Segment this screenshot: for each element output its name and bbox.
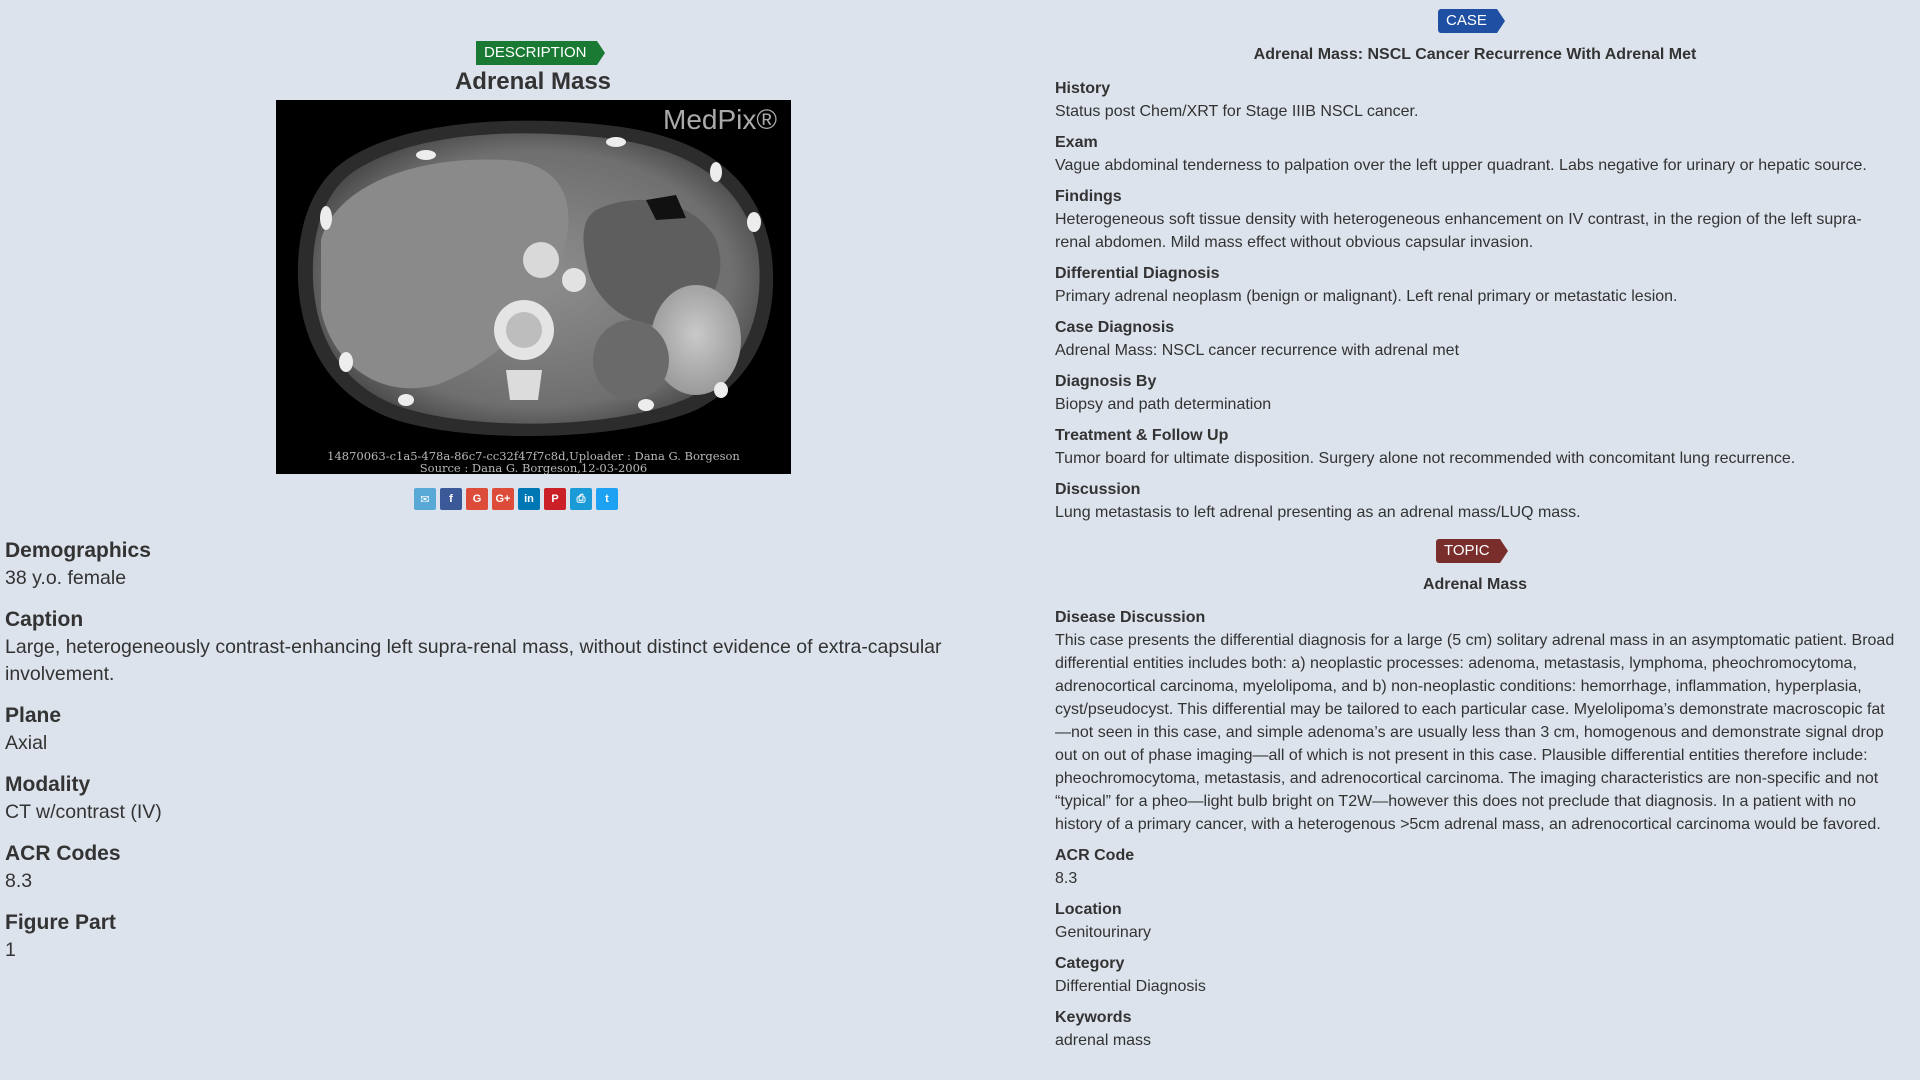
topic-badge-wrap	[1436, 539, 1500, 563]
field-value: Biopsy and path determination	[1055, 396, 1272, 413]
case-panel	[1055, 0, 1895, 1080]
pinterest-icon[interactable]: P	[544, 488, 566, 510]
case-title: Adrenal Mass: NSCL Cancer Recurrence With Adrenal Met	[1253, 46, 1697, 63]
facebook-icon[interactable]: f	[440, 488, 462, 510]
field-value: Lung metastasis to left adrenal presenting as an adrenal mass/LUQ mass.	[1055, 504, 1581, 521]
field-value: CT w/contrast (IV)	[5, 801, 162, 823]
share-bar	[414, 488, 618, 510]
field-label: Discussion	[1055, 481, 1141, 498]
case-fields	[1055, 78, 1895, 533]
field-label: Figure Part	[5, 911, 116, 934]
medpix-watermark: MedPix®	[663, 104, 777, 135]
field-label: Caption	[5, 608, 84, 631]
case-badge-wrap	[1438, 9, 1497, 33]
field-value: This case presents the differential diagnosis for a large (5 cm) solitary adrenal mass in an asymptomatic patient. Broad differential entities includes both: a) neoplastic processes: adenoma, metastasis, lymphoma, pheochromocytoma, adrenocortical carcinoma, myelolipoma, and b) non-neoplastic conditions: hemorrhage, inflammation, hyperplasia, cyst/pseudocyst. This differential may be tailored to each particular case. Myelolipoma’s demonstrate macroscopic fat—not seen in this case, and simple adenoma’s are usually less than 3 cm, homogenous and demonstrate signal drop out on out of phase imaging—all of which is not present in this case. Plausible differential entities therefore include: pheochromocytoma, metastasis, and adrenocortical carcinoma. The imaging characteristics are non-specific and not “typical” for a pheo—light bulb bright on T2W—however this does not preclude that diagnosis. In a patient with no history of a primary cancer, with a heterogenous >5cm adrenal mass, an adrenocortical carcinoma would be favored.	[1055, 632, 1895, 833]
field-label: Exam	[1055, 134, 1098, 151]
print-icon[interactable]: ⎙	[570, 488, 592, 510]
field-value: Genitourinary	[1055, 924, 1152, 941]
field-label: Plane	[5, 704, 62, 727]
field-label: Keywords	[1055, 1009, 1132, 1026]
case-badge: CASE	[1438, 9, 1497, 33]
ct-scan-graphic	[276, 100, 791, 474]
field-label: Findings	[1055, 188, 1122, 205]
field-label: Treatment & Follow Up	[1055, 427, 1229, 444]
field-value: 1	[5, 939, 16, 961]
field-value: Axial	[5, 732, 48, 754]
field-value: 8.3	[1055, 870, 1078, 887]
image-source-caption	[276, 450, 791, 474]
description-badge: DESCRIPTION	[476, 41, 597, 65]
field-value: adrenal mass	[1055, 1032, 1152, 1049]
field-value: Status post Chem/XRT for Stage IIIB NSCL cancer.	[1055, 103, 1419, 120]
field-label: ACR Codes	[5, 842, 121, 865]
field-value: Differential Diagnosis	[1055, 978, 1206, 995]
description-badge-wrap	[476, 41, 597, 65]
twitter-icon[interactable]: t	[596, 488, 618, 510]
field-value: 8.3	[5, 870, 33, 892]
image-caption-line-1: 14870063-c1a5-478a-86c7-cc32f47f7c8d,Uploader : Dana G. Borgeson	[327, 449, 740, 463]
field-label: Modality	[5, 773, 91, 796]
description-fields	[5, 537, 1005, 978]
field-label: Diagnosis By	[1055, 373, 1157, 390]
image-caption-line-2: Source : Dana G. Borgeson,12-03-2006	[419, 461, 648, 474]
field-label: Case Diagnosis	[1055, 319, 1175, 336]
field-value: Primary adrenal neoplasm (benign or malignant). Left renal primary or metastatic lesion.	[1055, 288, 1678, 305]
ct-scan-image[interactable]	[276, 100, 791, 474]
field-label: Category	[1055, 955, 1125, 972]
field-value: Adrenal Mass: NSCL cancer recurrence with adrenal met	[1055, 342, 1460, 359]
field-value: 38 y.o. female	[5, 567, 127, 589]
topic-title: Adrenal Mass	[1422, 576, 1528, 593]
field-label: Demographics	[5, 539, 151, 562]
description-title: Adrenal Mass	[454, 68, 612, 95]
linkedin-icon[interactable]: in	[518, 488, 540, 510]
field-value: Vague abdominal tenderness to palpation over the left upper quadrant. Labs negative for urinary or hepatic source.	[1055, 157, 1867, 174]
google-plus-icon[interactable]: G+	[492, 488, 514, 510]
field-label: ACR Code	[1055, 847, 1135, 864]
field-value: Large, heterogeneously contrast-enhancing left supra-renal mass, without distinct evidence of extra-capsular involvement.	[5, 636, 942, 685]
field-label: Disease Discussion	[1055, 609, 1206, 626]
topic-badge: TOPIC	[1436, 539, 1500, 563]
field-value: Tumor board for ultimate disposition. Surgery alone not recommended with concomitant lung recurrence.	[1055, 450, 1796, 467]
email-icon[interactable]: ✉	[414, 488, 436, 510]
field-label: Differential Diagnosis	[1055, 265, 1220, 282]
google-icon[interactable]: G	[466, 488, 488, 510]
topic-fields	[1055, 607, 1895, 1061]
field-label: History	[1055, 80, 1111, 97]
field-label: Location	[1055, 901, 1122, 918]
field-value: Heterogeneous soft tissue density with heterogeneous enhancement on IV contrast, in the region of the left supra-renal abdomen. Mild mass effect without obvious capsular invasion.	[1055, 211, 1862, 251]
